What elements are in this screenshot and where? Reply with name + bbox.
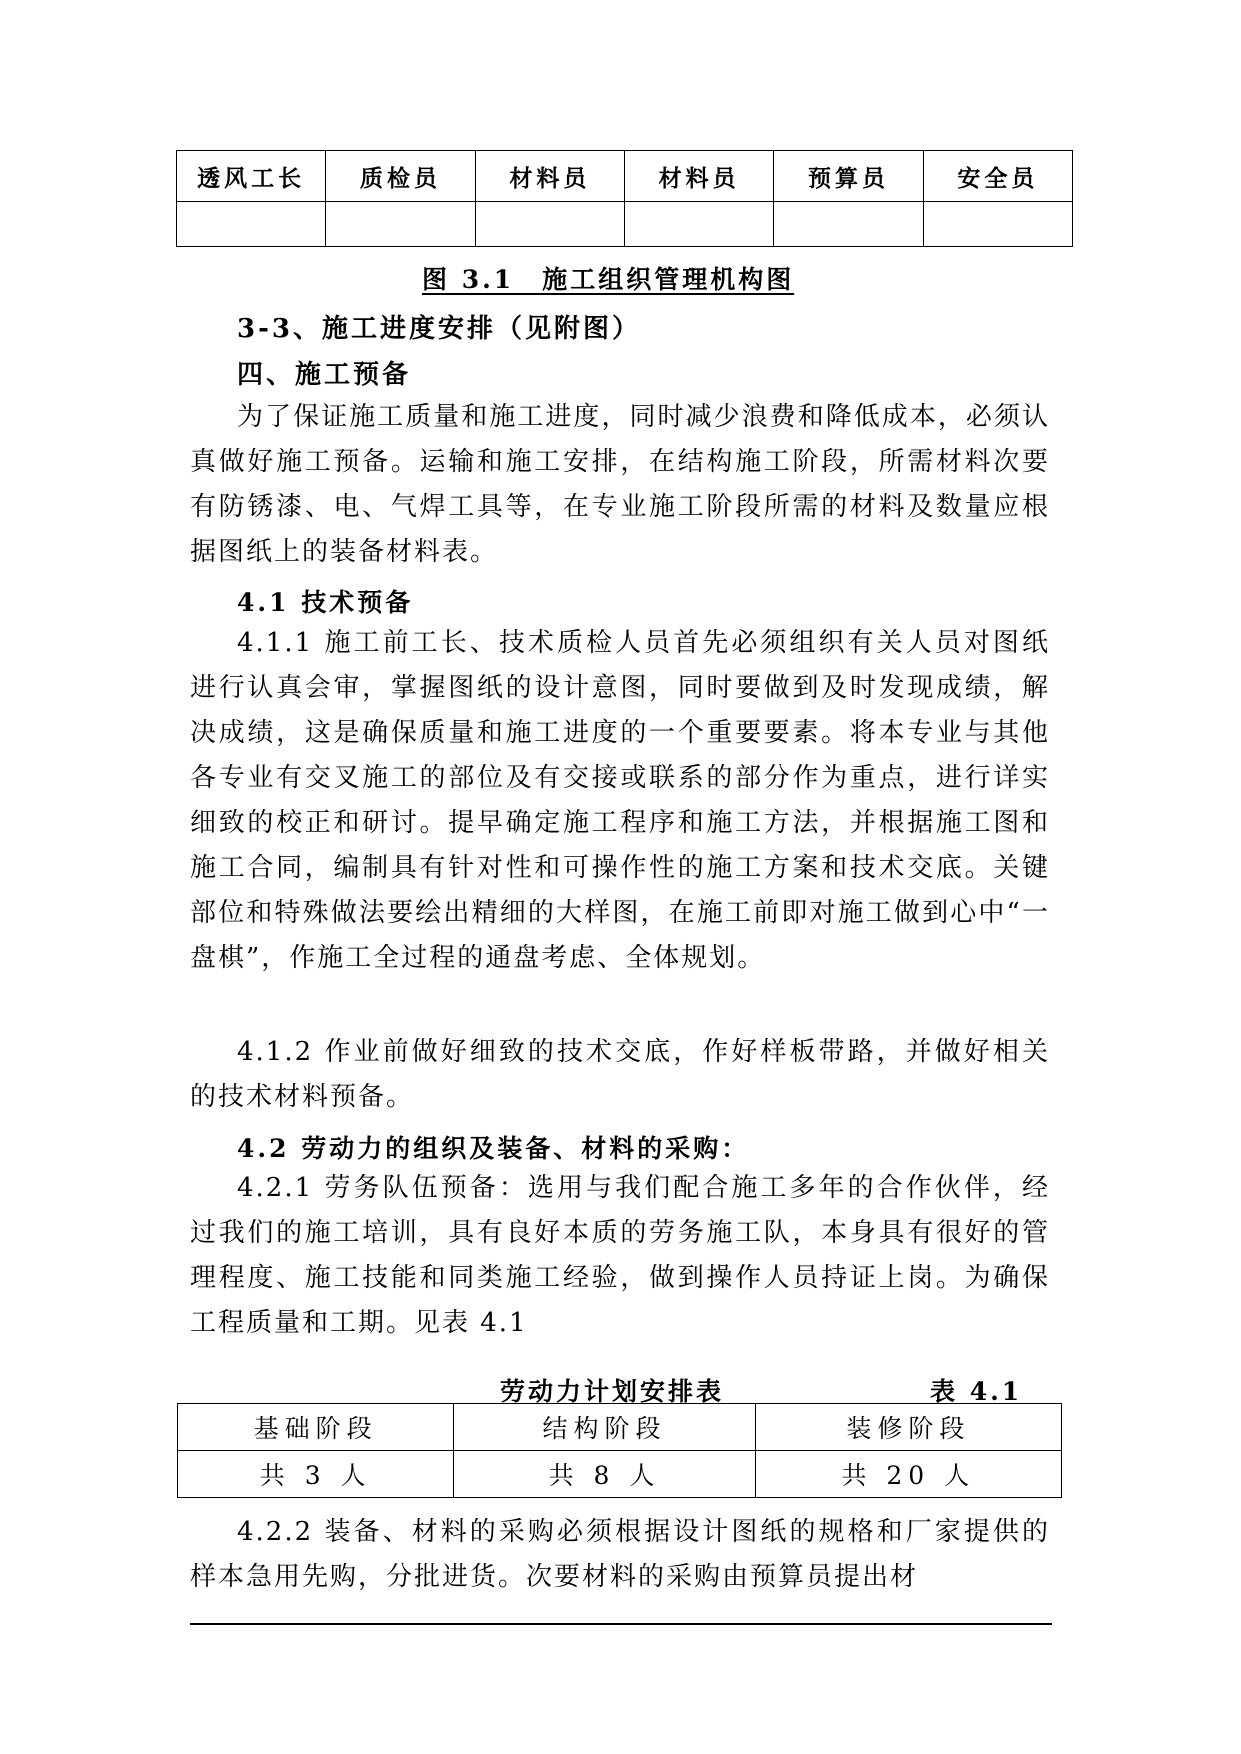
labor-table-number: 表 4.1 bbox=[930, 1377, 1023, 1406]
paragraph-4-2-1: 4.2.1 劳务队伍预备：选用与我们配合施工多年的合作伙伴，经过我们的施工培训，具有良好本质的劳务施工队，本身具有很好的管理程度、施工技能和同类施工经验，做到操作人员持证上岗。为确保工程质量和工期。见表 4.1 bbox=[190, 1173, 1050, 1338]
section-heading-4-2: 4.2 劳动力的组织及装备、材料的采购： bbox=[237, 1134, 750, 1163]
org-role-table bbox=[176, 150, 1073, 247]
labor-table-title: 劳动力计划安排表 bbox=[500, 1377, 725, 1406]
role-cell: 透风工长 bbox=[177, 151, 326, 202]
paragraph-4-1-2: 4.1.2 作业前做好细致的技术交底，作好样板带路，并做好相关的技术材料预备。 bbox=[190, 1037, 1050, 1112]
role-cell: 预算员 bbox=[774, 151, 923, 202]
org-role-header-row bbox=[177, 151, 1073, 202]
paragraph-4-1-1: 4.1.1 施工前工长、技术质检人员首先必须组织有关人员对图纸进行认真会审，掌握图纸的设计意图，同时要做到及时发现成绩，解决成绩，这是确保质量和施工进度的一个重要要素。将本专业与其他各专业有交叉施工的部位及有交接或联系的部分作为重点，进行详实细致的校正和研讨。提早确定施工程序和施工方法，并根据施工图和施工合同，编制具有针对性和可操作性的施工方案和技术交底。关键部位和特殊做法要绘出精细的大样图，在施工前即对施工做到心中“一盘棋”，作施工全过程的通盘考虑、全体规划。 bbox=[190, 628, 1050, 973]
org-role-blank-row bbox=[177, 202, 1073, 247]
labor-header-cell: 基础阶段 bbox=[178, 1404, 454, 1451]
labor-value-cell: 共 8 人 bbox=[454, 1451, 755, 1498]
labor-value-cell: 共 20 人 bbox=[755, 1451, 1061, 1498]
blank-cell bbox=[326, 202, 475, 247]
role-cell: 材料员 bbox=[475, 151, 624, 202]
labor-value-row bbox=[178, 1451, 1062, 1498]
blank-cell bbox=[624, 202, 773, 247]
role-cell: 质检员 bbox=[326, 151, 475, 202]
blank-cell bbox=[177, 202, 326, 247]
section-heading-4: 四、施工预备 bbox=[237, 360, 412, 390]
labor-value-cell: 共 3 人 bbox=[178, 1451, 454, 1498]
blank-cell bbox=[475, 202, 624, 247]
labor-header-row bbox=[178, 1404, 1062, 1451]
labor-plan-table bbox=[177, 1403, 1062, 1498]
figure-caption: 图 3.1 施工组织管理机构图 bbox=[422, 265, 795, 294]
blank-cell bbox=[774, 202, 923, 247]
section-heading-3-3: 3-3、施工进度安排（见附图） bbox=[237, 314, 641, 344]
section-heading-4-1: 4.1 技术预备 bbox=[237, 588, 414, 617]
blank-cell bbox=[923, 202, 1072, 247]
role-cell: 材料员 bbox=[624, 151, 773, 202]
role-cell: 安全员 bbox=[923, 151, 1072, 202]
labor-header-cell: 结构阶段 bbox=[454, 1404, 755, 1451]
footer-divider bbox=[190, 1623, 1052, 1625]
labor-header-cell: 装修阶段 bbox=[755, 1404, 1061, 1451]
paragraph-4-intro: 为了保证施工质量和施工进度，同时减少浪费和降低成本，必须认真做好施工预备。运输和施工安排，在结构施工阶段，所需材料次要有防锈漆、电、气焊工具等，在专业施工阶段所需的材料及数量应根据图纸上的装备材料表。 bbox=[190, 402, 1050, 567]
paragraph-4-2-2: 4.2.2 装备、材料的采购必须根据设计图纸的规格和厂家提供的样本急用先购，分批进货。次要材料的采购由预算员提出材 bbox=[190, 1517, 1050, 1592]
